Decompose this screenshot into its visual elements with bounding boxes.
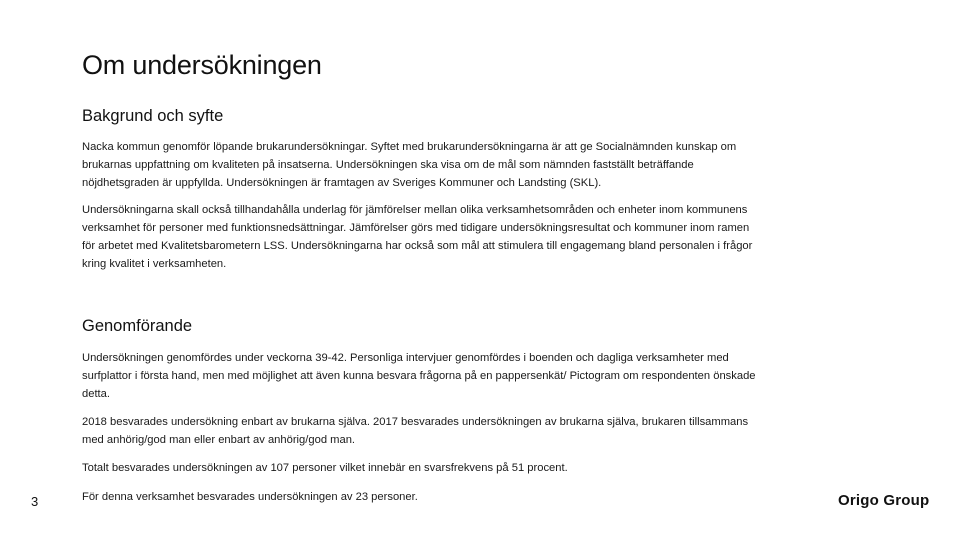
paragraph-bakgrund-1: Nacka kommun genomför löpande brukarundersökningar. Syftet med brukarundersökningarna är att ge Socialnämnden kunskap om brukarnas uppfattning om kvaliteten på insatserna. Undersökningen ska visa om de mål som nämnden fastställt beträffande nöjdhetsgraden är uppfyllda. Undersökningen är framtagen av Sveriges Kommuner och Landsting (SKL).: [82, 141, 737, 189]
section-heading-bakgrund: Bakgrund och syfte: [82, 107, 224, 125]
paragraph-genomforande-1: Undersökningen genomfördes under veckorna 39-42. Personliga intervjuer genomfördes i boenden och dagliga verksamheter med surfplattor i första hand, men med möjlighet att även kunna besvara frågorna på en pappersenkät/ Pictogram om respondenten önskade detta.: [82, 352, 756, 400]
paragraph-bakgrund-2: Undersökningarna skall också tillhandahålla underlag för jämförelser mellan olika verksamhetsområden och enheter inom kommunens verksamhet för personer med funktionsnedsättningar. Jämförelser görs med tidigare undersökningsresultat och kommuner inom ramen för arbetet med Kvalitetsbarometern LSS. Undersökningarna har också som mål att stimulera till engagemang bland personalen i frågor kring kvalitet i verksamheten.: [82, 204, 753, 270]
paragraph-genomforande-3: Totalt besvarades undersökningen av 107 personer vilket innebär en svarsfrekvens på 51 procent.: [82, 462, 568, 474]
section-heading-genomforande: Genomförande: [82, 317, 193, 335]
page-number: 3: [31, 494, 39, 509]
paragraph-genomforande-2: 2018 besvarades undersökning enbart av brukarna själva. 2017 besvarades undersökningen av brukarna själva, brukaren tillsammans med anhörig/god man eller enbart av anhörig/god man.: [82, 416, 749, 446]
slide-title: Om undersökningen: [82, 50, 322, 80]
paragraph-genomforande-4: För denna verksamhet besvarades undersökningen av 23 personer.: [82, 491, 418, 503]
origo-group-logo: Origo Group: [838, 492, 930, 509]
